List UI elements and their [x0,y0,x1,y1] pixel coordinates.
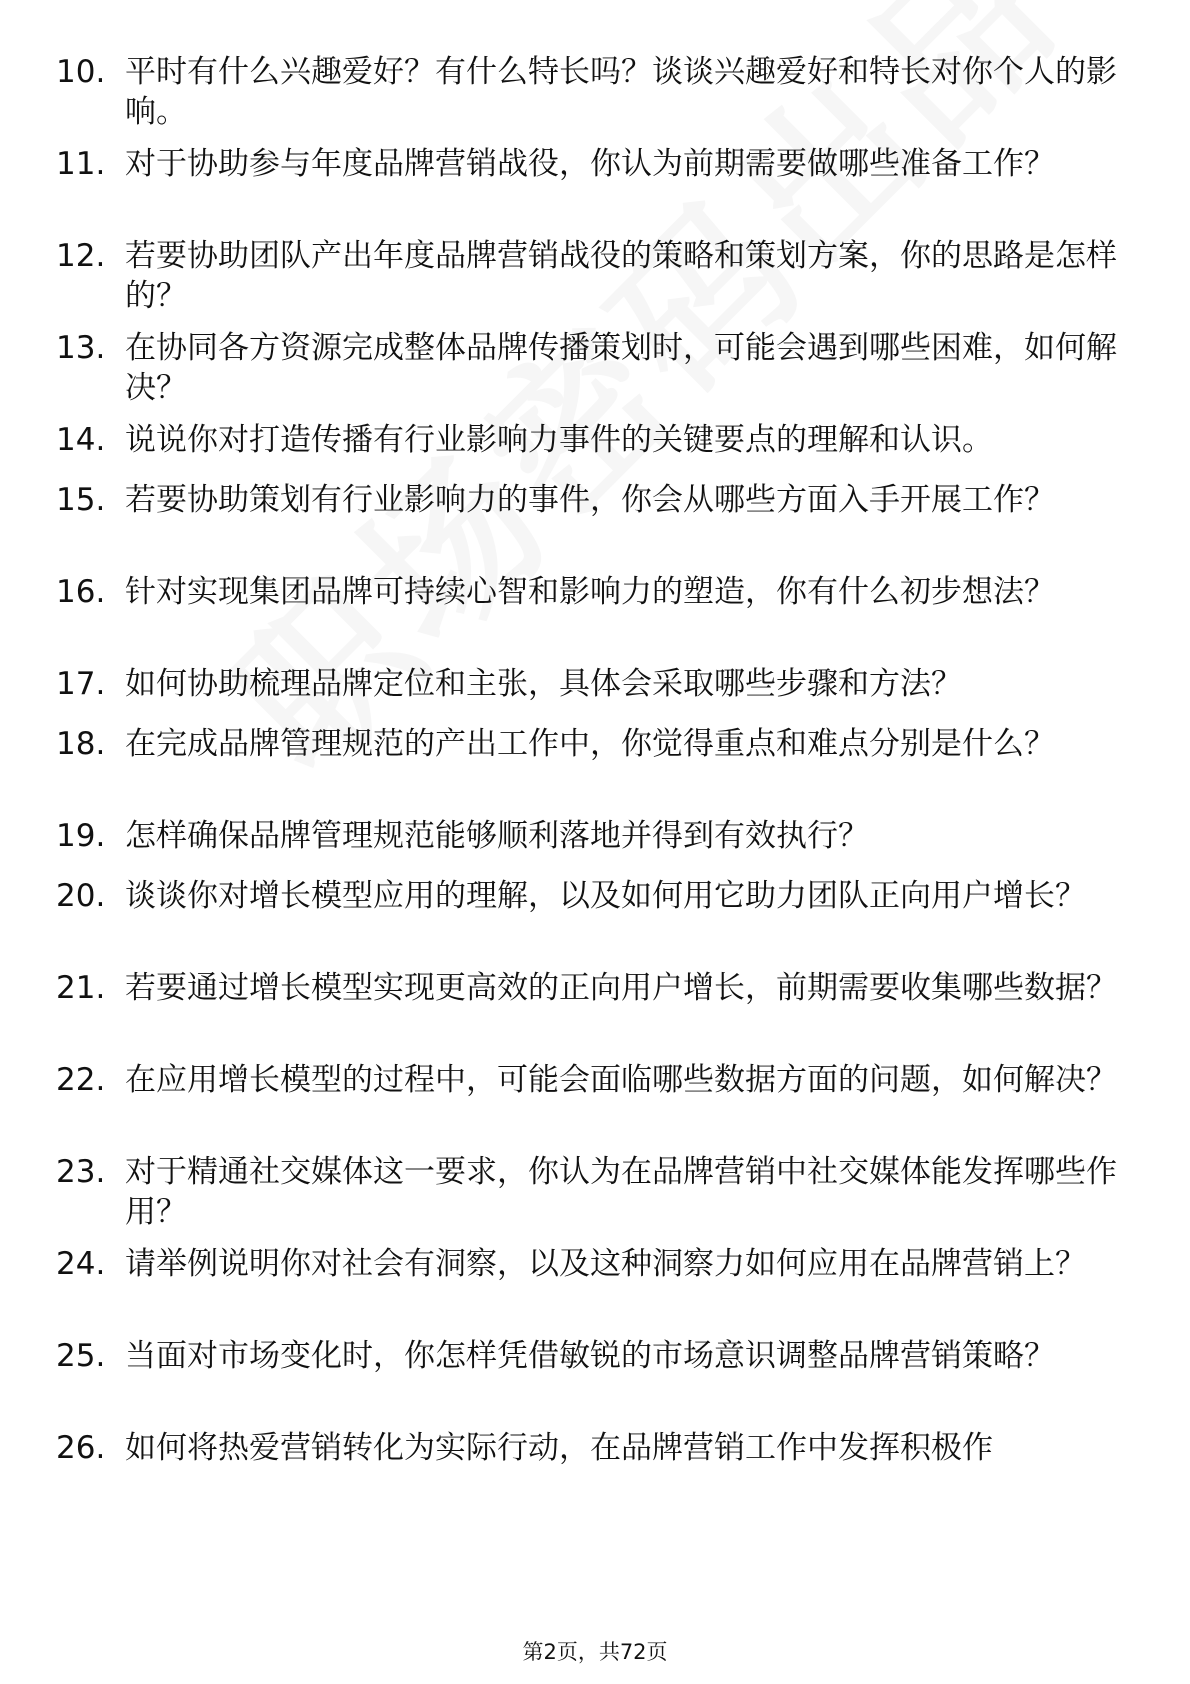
question-item [0,480,1190,572]
question-number: 17. [56,666,106,702]
question-item [0,328,1190,420]
question-number: 24. [56,1246,106,1282]
question-number: 15. [56,482,106,518]
question-number: 23. [56,1154,106,1190]
question-text: 请举例说明你对社会有洞察，以及这种洞察力如何应用在品牌营销上？ [125,1246,1086,1282]
question-item [0,52,1190,144]
question-item [0,876,1190,968]
question-text: 若要协助团队产出年度品牌营销战役的策略和策划方案，你的思路是怎样的？ [125,238,1117,314]
question-text: 怎样确保品牌管理规范能够顺利落地并得到有效执行？ [125,818,869,854]
question-text: 对于精通社交媒体这一要求，你认为在品牌营销中社交媒体能发挥哪些作用？ [125,1154,1117,1230]
question-number: 18. [56,726,106,762]
question-item [0,572,1190,664]
question-item [0,968,1190,1060]
question-number: 10. [56,54,106,90]
question-number: 14. [56,422,106,458]
question-item [0,1336,1190,1428]
question-number: 12. [56,238,106,274]
question-text: 平时有什么兴趣爱好？有什么特长吗？谈谈兴趣爱好和特长对你个人的影响。 [125,54,1117,130]
question-item [0,236,1190,328]
question-text: 在协同各方资源完成整体品牌传播策划时，可能会遇到哪些困难，如何解决？ [125,330,1117,406]
question-item [0,724,1190,816]
question-item [0,144,1190,236]
question-number: 16. [56,574,106,610]
question-text: 对于协助参与年度品牌营销战役，你认为前期需要做哪些准备工作？ [125,146,1055,182]
question-number: 11. [56,146,106,182]
question-item [0,1244,1190,1336]
question-text: 在完成品牌管理规范的产出工作中，你觉得重点和难点分别是什么？ [125,726,1055,762]
question-number: 22. [56,1062,106,1098]
question-text: 当面对市场变化时，你怎样凭借敏锐的市场意识调整品牌营销策略？ [125,1338,1055,1374]
question-item [0,816,1190,876]
question-text: 在应用增长模型的过程中，可能会面临哪些数据方面的问题，如何解决？ [125,1062,1117,1098]
question-text: 针对实现集团品牌可持续心智和影响力的塑造，你有什么初步想法？ [125,574,1055,610]
question-number: 26. [56,1430,106,1466]
question-number: 19. [56,818,106,854]
question-text: 说说你对打造传播有行业影响力事件的关键要点的理解和认识。 [125,422,993,458]
question-item [0,1428,1190,1472]
question-number: 13. [56,330,106,366]
question-item [0,420,1190,480]
question-number: 20. [56,878,106,914]
question-text: 谈谈你对增长模型应用的理解，以及如何用它助力团队正向用户增长？ [125,878,1086,914]
question-text: 若要通过增长模型实现更高效的正向用户增长，前期需要收集哪些数据？ [125,970,1117,1006]
question-item [0,664,1190,724]
question-number: 21. [56,970,106,1006]
question-list [0,52,1190,1472]
question-text: 如何协助梳理品牌定位和主张，具体会采取哪些步骤和方法？ [125,666,962,702]
page-footer: 第2页，共72页 [522,1640,668,1664]
question-item [0,1152,1190,1244]
question-text: 若要协助策划有行业影响力的事件，你会从哪些方面入手开展工作？ [125,482,1055,518]
question-text: 如何将热爱营销转化为实际行动，在品牌营销工作中发挥积极作 [125,1430,993,1466]
question-number: 25. [56,1338,106,1374]
question-item [0,1060,1190,1152]
